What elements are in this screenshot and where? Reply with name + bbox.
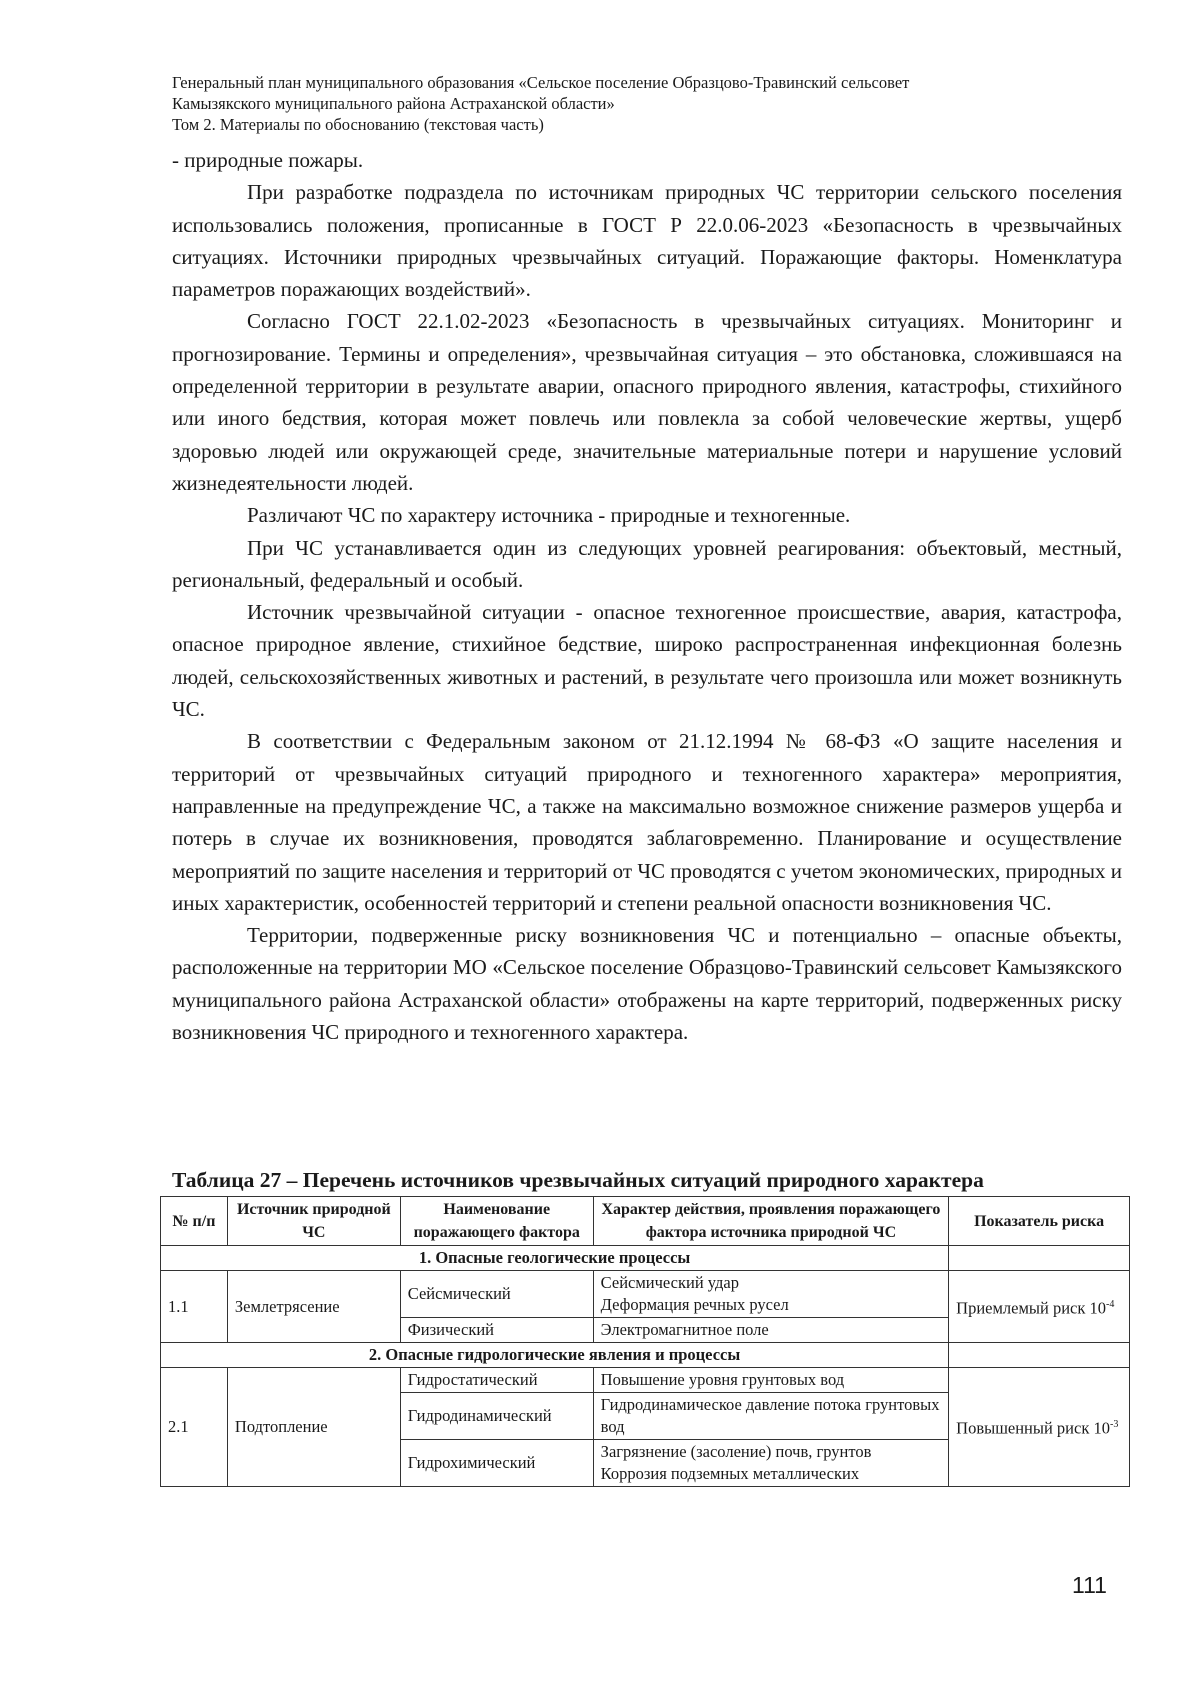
table-row (161, 1368, 1130, 1393)
table-header-row (161, 1197, 1130, 1246)
header-num: № п/п (161, 1197, 228, 1246)
body-text (172, 144, 1122, 1048)
table-row (161, 1271, 1130, 1318)
row-character: Гидродинамическое давление потока грунтовых вод (593, 1393, 948, 1440)
row-factor: Сейсмический (400, 1271, 593, 1318)
header-character: Характер действия, проявления поражающего фактора источника природной ЧС (593, 1197, 948, 1246)
character-line: Загрязнение (засоление) почв, грунтов (600, 1442, 872, 1461)
row-num: 2.1 (161, 1368, 228, 1487)
paragraph: Источник чрезвычайной ситуации - опасное техногенное происшествие, авария, катастрофа, опасное природное явление, стихийное бедствие, широко распространенная инфекционная болезнь людей, сельскохозяйственных животных и растений, в результате чего произошла или может возникнуть ЧС. (172, 600, 1122, 722)
character-line: Деформация речных русел (600, 1295, 789, 1314)
header-line-1: Генеральный план муниципального образования «Сельское поселение Образцово-Травинский сельсовет (172, 73, 910, 92)
row-character (593, 1271, 948, 1318)
row-factor: Гидростатический (400, 1368, 593, 1393)
page-number: 111 (1072, 1572, 1107, 1598)
section-title: 1. Опасные геологические процессы (161, 1246, 949, 1271)
risk-exponent: -3 (1109, 1419, 1119, 1431)
header-risk: Показатель риска (949, 1197, 1130, 1246)
risk-sources-table (160, 1196, 1130, 1487)
section-title: 2. Опасные гидрологические явления и процессы (161, 1343, 949, 1368)
character-line: Коррозия подземных металлических (600, 1464, 860, 1483)
paragraph: Территории, подверженные риску возникновения ЧС и потенциально – опасные объекты, расположенные на территории МО «Сельское поселение Образцово-Травинский сельсовет Камызякского муниципального района Астраханской области» отображены на карте территорий, подверженных риску возникновения ЧС природного и техногенного характера. (172, 923, 1122, 1045)
row-risk (949, 1271, 1130, 1343)
paragraph: - природные пожары. (172, 148, 364, 172)
row-character (593, 1440, 948, 1487)
row-source: Землетрясение (227, 1271, 400, 1343)
row-source: Подтопление (227, 1368, 400, 1487)
header-factor: Наименование поражающего фактора (400, 1197, 593, 1246)
row-factor: Физический (400, 1318, 593, 1343)
paragraph: Различают ЧС по характеру источника - природные и техногенные. (247, 503, 851, 528)
section-row (161, 1246, 1130, 1271)
empty-cell (949, 1343, 1130, 1368)
risk-exponent: -4 (1106, 1298, 1115, 1310)
row-character: Электромагнитное поле (593, 1318, 948, 1343)
empty-cell (949, 1246, 1130, 1271)
row-num: 1.1 (161, 1271, 228, 1343)
header-line-3: Том 2. Материалы по обоснованию (текстовая часть) (172, 115, 544, 134)
header-source: Источник природной ЧС (227, 1197, 400, 1246)
document-header (172, 72, 1122, 135)
paragraph: При разработке подраздела по источникам природных ЧС территории сельского поселения использовались положения, прописанные в ГОСТ Р 22.0.06-2023 «Безопасность в чрезвычайных ситуациях. Источники природных чрезвычайных ситуаций. Поражающие факторы. Номенклатура параметров поражающих воздействий». (172, 180, 1122, 302)
row-factor: Гидрохимический (400, 1440, 593, 1487)
character-line: Сейсмический удар (600, 1273, 739, 1292)
header-line-2: Камызякского муниципального района Астраханской области» (172, 94, 615, 113)
row-risk (949, 1368, 1130, 1487)
paragraph: В соответствии с Федеральным законом от 21.12.1994 № 68-ФЗ «О защите населения и территорий от чрезвычайных ситуаций природного и техногенного характера» мероприятия, направленные на предупреждение ЧС, а также на максимально возможное снижение размеров ущерба и потерь в случае их возникновения, проводятся заблаговременно. Планирование и осуществление мероприятий по защите населения и территорий от ЧС проводятся с учетом экономических, природных и иных характеристик, особенностей территорий и степени реальной опасности возникновения ЧС. (172, 729, 1122, 915)
risk-label: Приемлемый риск 10 (956, 1298, 1107, 1318)
row-factor: Гидродинамический (400, 1393, 593, 1440)
section-row (161, 1343, 1130, 1368)
paragraph: При ЧС устанавливается один из следующих уровней реагирования: объектовый, местный, региональный, федеральный и особый. (172, 535, 1122, 592)
table-title: Таблица 27 – Перечень источников чрезвычайных ситуаций природного характера (172, 1168, 984, 1192)
row-character: Повышение уровня грунтовых вод (593, 1368, 948, 1393)
paragraph: Согласно ГОСТ 22.1.02-2023 «Безопасность в чрезвычайных ситуациях. Мониторинг и прогнозирование. Термины и определения», чрезвычайная ситуация – это обстановка, сложившаяся на определенной территории в результате аварии, опасного природного явления, катастрофы, стихийного или иного бедствия, которая может повлечь или повлекла за собой человеческие жертвы, ущерб здоровью людей или окружающей среде, значительные материальные потери и нарушение условий жизнедеятельности людей. (172, 309, 1122, 495)
risk-label: Повышенный риск 10 (956, 1418, 1110, 1438)
